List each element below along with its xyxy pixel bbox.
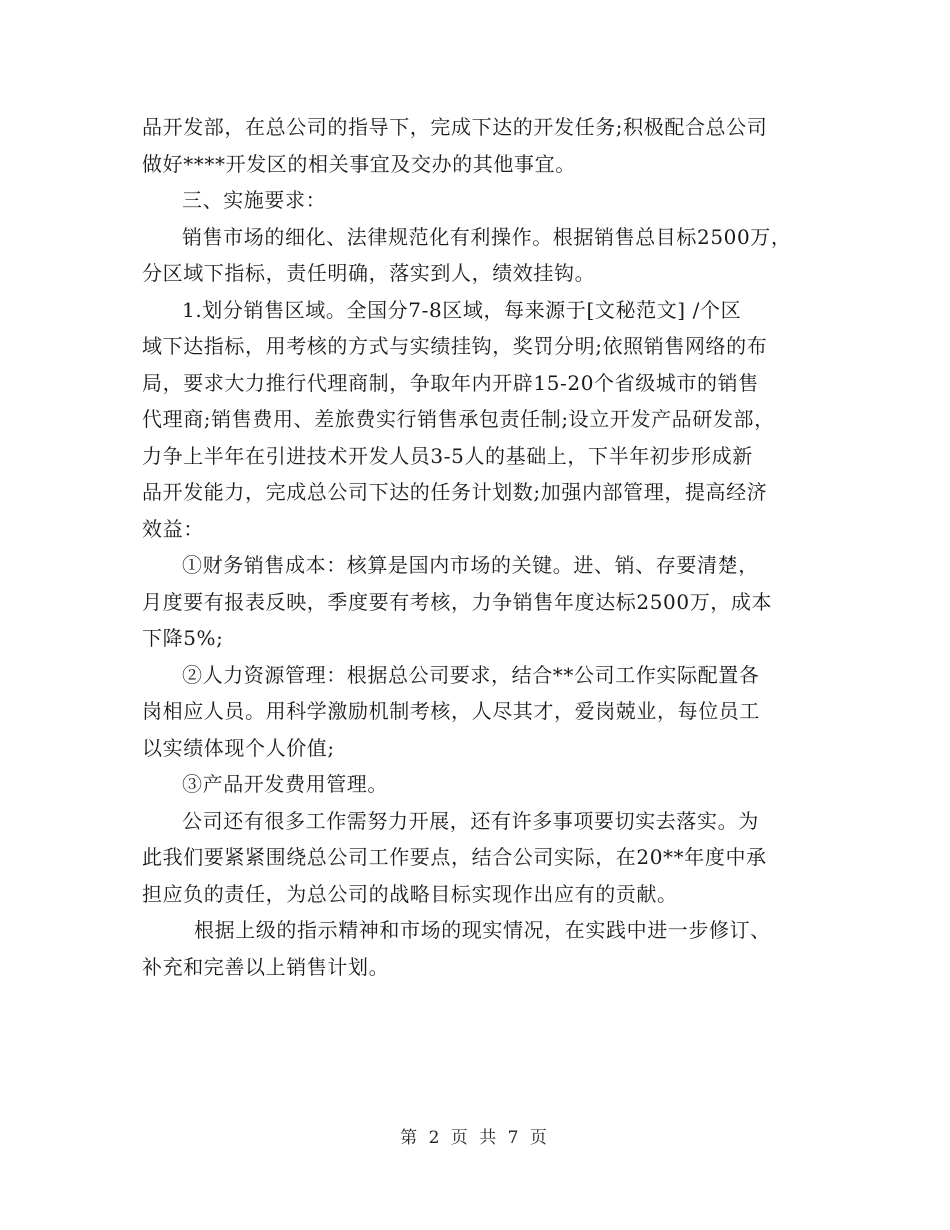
text-line: 分区域下指标，责任明确，落实到人，绩效挂钩。 [142, 261, 596, 285]
document-body [142, 109, 817, 985]
paragraph-item-hr [142, 657, 817, 767]
text-line: 月度要有报表反映，季度要有考核，力争销售年度达标2500万，成本 [142, 589, 773, 614]
text-line: ①财务销售成本：核算是国内市场的关键。进、销、存要清楚， [182, 553, 759, 577]
text-line: 品开发能力，完成总公司下达的任务计划数;加强内部管理，提高经济 [142, 480, 768, 504]
text-line: 下降5%; [142, 626, 224, 650]
paragraph-closing [142, 803, 817, 913]
text-line: 品开发部，在总公司的指导下，完成下达的开发任务;积极配合总公司 [142, 115, 768, 139]
text-line: ③产品开发费用管理。 [182, 772, 388, 796]
text-line: 公司还有很多工作需努力开展，还有许多事项要切实去落实。为 [182, 808, 759, 833]
page-number-footer: 第 2 页 共 7 页 [400, 1128, 550, 1148]
text-line: 局，要求大力推行代理商制，争取年内开辟15-20个省级城市的销售 [142, 370, 759, 395]
text-line: 力争上半年在引进技术开发人员3-5人的基础上，下半年初步形成新 [142, 443, 753, 468]
text-line: 1.划分销售区域。全国分7-8区域，每来源于[文秘范文] /个区 [182, 297, 742, 322]
paragraph-item-1 [142, 292, 817, 548]
text-line: 以实绩体现个人价值; [142, 735, 335, 760]
text-line: 代理商;销售费用、差旅费实行销售承包责任制;设立开发产品研发部， [142, 407, 775, 431]
heading-line: 三、实施要求： [182, 188, 327, 212]
text-line: 销售市场的细化、法律规范化有利操作。根据销售总目标2500万， [182, 224, 792, 249]
text-line: 效益： [142, 516, 204, 541]
paragraph-intro-tail [142, 109, 817, 182]
text-line: ②人力资源管理：根据总公司要求，结合**公司工作实际配置各 [182, 662, 760, 687]
paragraph-market-refinement [142, 219, 817, 292]
text-line: 此我们要紧紧围绕总公司工作要点，结合公司实际，在20**年度中承 [142, 845, 767, 869]
section-heading [142, 182, 817, 219]
text-line: 做好****开发区的相关事宜及交办的其他事宜。 [142, 151, 576, 176]
paragraph-final-note [142, 912, 817, 985]
text-line: 域下达指标，用考核的方式与实绩挂钩，奖罚分明;依照销售网络的布 [142, 334, 768, 358]
paragraph-item-finance [142, 547, 817, 657]
text-line: 补充和完善以上销售计划。 [142, 954, 390, 979]
text-line: 根据上级的指示精神和市场的现实情况，在实践中进一步修订、 [194, 918, 771, 942]
text-line: 岗相应人员。用科学激励机制考核，人尽其才，爱岗兢业，每位员工 [142, 699, 760, 723]
paragraph-item-product [142, 766, 817, 803]
text-line: 担应负的责任，为总公司的战略目标实现作出应有的贡献。 [142, 881, 678, 906]
